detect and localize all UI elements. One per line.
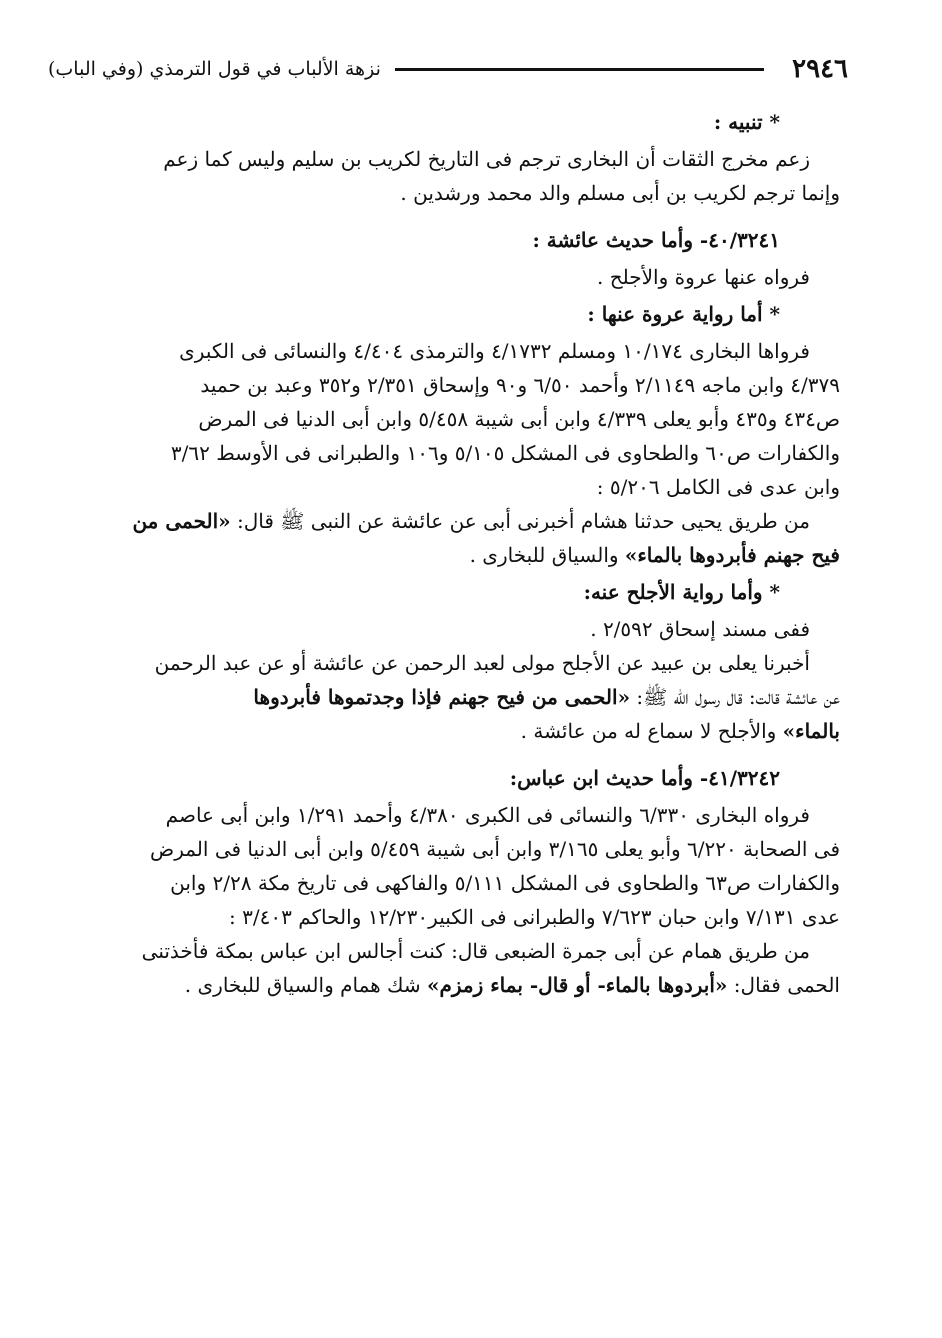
text-line: زعم مخرج الثقات أن البخارى ترجم فى التاريخ لكريب بن سليم وليس كما زعم [163, 147, 810, 171]
text-line: والكفارات ص٦٠ والطحاوى فى المشكل ٥/١٠٥ و١٠٦ والطبرانى فى الأوسط ٣/٦٢ [170, 441, 840, 465]
ajlah-heading: * وأما رواية الأجلح عنه: [583, 580, 780, 604]
attribution-text: والأجلح لا سماع له من عائشة . [520, 719, 783, 743]
isnad-text: الحمى فقال: [727, 973, 840, 997]
text-line: فرواه البخارى ٦/٣٣٠ والنسائى فى الكبرى ٤/٣٨٠ وأحمد ١/٢٩١ وابن أبى عاصم [165, 803, 810, 827]
isnad-text: من طريق يحيى حدثنا هشام أخبرنى أبى عن عائشة عن النبى ﷺ قال: [230, 509, 810, 533]
aisha-intro: فرواه عنها عروة والأجلح . [597, 265, 810, 289]
urwa-heading: * أما رواية عروة عنها : [587, 302, 780, 326]
attribution-text: والسياق للبخارى . [469, 543, 625, 567]
text-line [70, 504, 840, 538]
ibn-abbas-sources [70, 798, 840, 934]
page-body [70, 102, 840, 1002]
ibn-abbas-heading: ٤١/٣٢٤٢- وأما حديث ابن عباس: [509, 766, 780, 790]
matn-text: «الحمى من فيح جهنم فإذا وجدتموها فأبردوها [253, 685, 631, 709]
text-line: وابن عدى فى الكامل ٥/٢٠٦ : [596, 475, 840, 499]
text-line: والكفارات ص٦٣ والطحاوى فى المشكل ٥/١١١ والفاكهى فى تاريخ مكة ٢/٢٨ وابن [170, 871, 840, 895]
text-line: أخبرنا يعلى بن عبيد عن الأجلح مولى لعبد الرحمن عن عائشة أو عن عبد الرحمن [154, 651, 810, 675]
urwa-sources [70, 334, 840, 504]
text-line [70, 680, 840, 714]
ajlah-hadith [70, 646, 840, 748]
text-line: ص٤٣٤ و٤٣٥ وأبو يعلى ٤/٣٣٩ وابن أبى شيبة ٥/٤٥٨ وابن أبى الدنيا فى المرض [198, 407, 840, 431]
text-line [70, 968, 840, 1002]
text-line [70, 538, 840, 572]
page-header [48, 52, 848, 86]
header-rule [395, 68, 764, 71]
isnad-text: عن عائشة قالت: قال رسول الله ﷺ: [630, 685, 840, 709]
matn-text: فيح جهنم فأبردوها بالماء» [624, 543, 840, 567]
text-line: عدى ٧/١٣١ وابن حبان ٧/٦٢٣ والطبرانى فى الكبير١٢/٢٣٠ والحاكم ٣/٤٠٣ : [229, 905, 840, 929]
text-line [70, 714, 840, 748]
attribution-text: شك همام والسياق للبخارى . [184, 973, 428, 997]
matn-text: بالماء» [782, 719, 840, 743]
urwa-hadith [70, 504, 840, 572]
matn-text: «الحمى من [132, 509, 231, 533]
aisha-heading: ٤٠/٣٢٤١- وأما حديث عائشة : [532, 228, 780, 252]
ajlah-source: ففى مسند إسحاق ٢/٥٩٢ . [590, 617, 810, 641]
text-line: فى الصحابة ٦/٢٢٠ وأبو يعلى ٣/١٦٥ وابن أبى شيبة ٥/٤٥٩ وابن أبى الدنيا فى المرض [150, 837, 840, 861]
ibn-abbas-hadith [70, 934, 840, 1002]
note-paragraph [70, 142, 840, 210]
text-line: ٤/٣٧٩ وابن ماجه ٢/١١٤٩ وأحمد ٦/٥٠ و٩٠ وإسحاق ٢/٣٥١ و٣٥٢ وعبد بن حميد [200, 373, 840, 397]
matn-text: «أبردوها بالماء- أو قال- بماء زمزم» [427, 973, 728, 997]
text-line: فرواها البخارى ١٠/١٧٤ ومسلم ٤/١٧٣٢ والترمذى ٤/٤٠٤ والنسائى فى الكبرى [179, 339, 810, 363]
running-title: نزهة الألباب في قول الترمذي (وفي الباب) [48, 58, 381, 80]
text-line: وإنما ترجم لكريب بن أبى مسلم والد محمد ورشدين . [400, 181, 840, 205]
page-number: ٢٩٤٦ [792, 54, 848, 84]
note-heading: * تنبيه : [713, 110, 780, 134]
text-line: من طريق همام عن أبى جمرة الضبعى قال: كنت أجالس ابن عباس بمكة فأخذتنى [141, 939, 810, 963]
